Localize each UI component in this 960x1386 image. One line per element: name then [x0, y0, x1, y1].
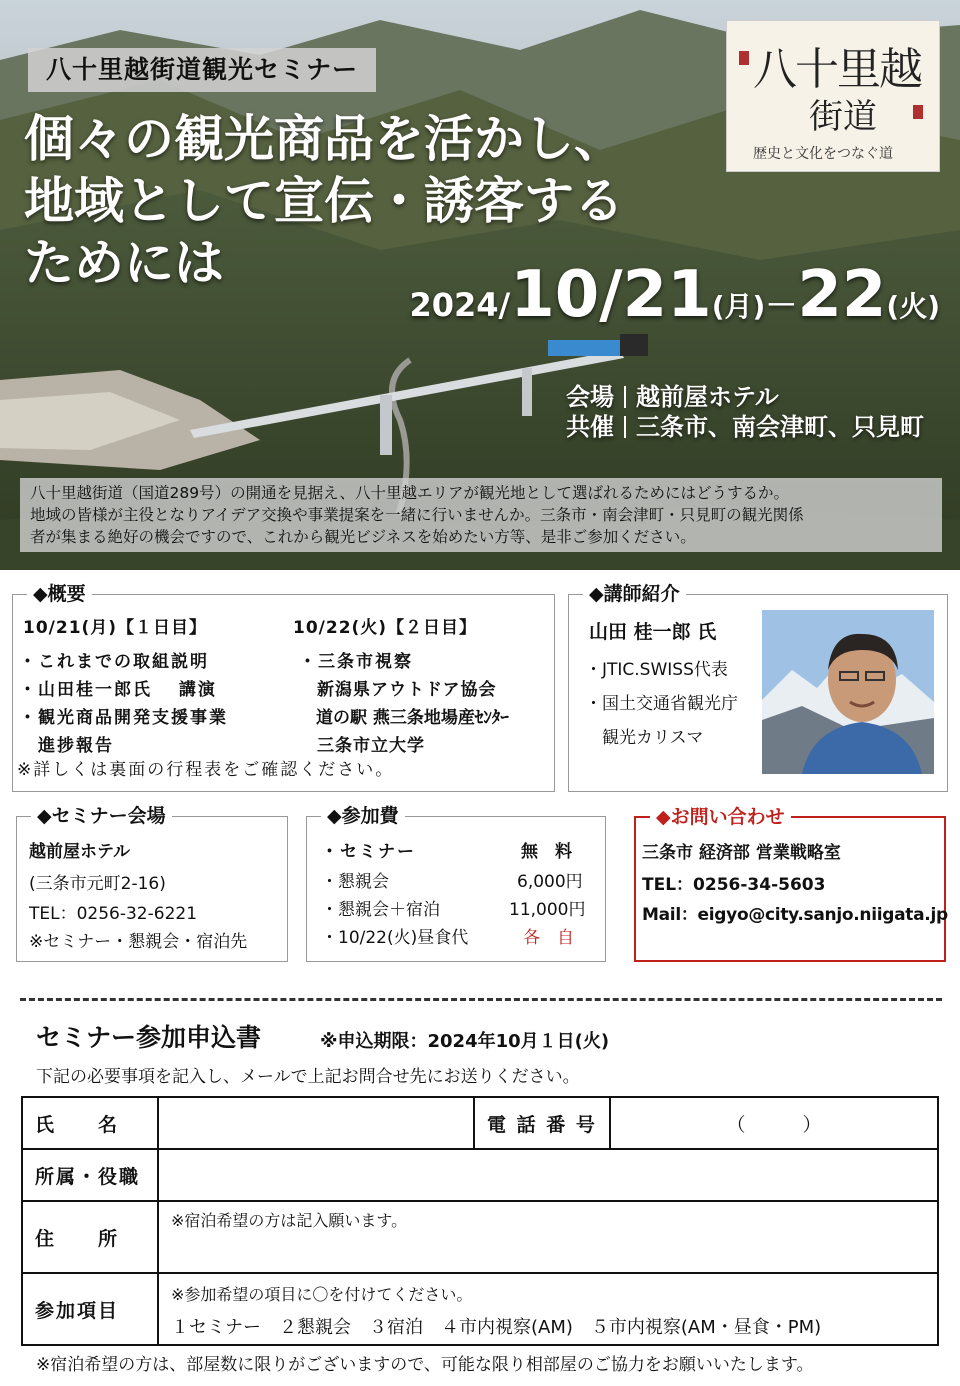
items-note: ※参加希望の項目に〇を付けてください。 [171, 1284, 473, 1304]
headline-line: ためには [24, 234, 224, 292]
form-footnote: ※宿泊希望の方は、部屋数に限りがございますので、可能な限り相部屋のご協力をお願いいたします。 [36, 1355, 814, 1375]
application-form-table [21, 1096, 939, 1346]
venue-and-hosts: 会場 越前屋ホテル 共催 三条市、南会津町、只見町 [566, 383, 924, 441]
contact-department: 三条市 経済部 営業戦略室 [642, 843, 841, 863]
speaker-name: 山田 桂一郎 氏 [589, 621, 717, 643]
day2-item: 新潟県アウトドア協会 [299, 680, 497, 700]
fee-title: ◆参加費 [321, 803, 405, 829]
headline-line: 個々の観光商品を活かし、 [24, 110, 624, 168]
speaker-profile-line: ・国土交通省観光庁 [585, 694, 738, 714]
day2-item: ・三条市視察 [299, 652, 413, 672]
form-row-address [22, 1201, 938, 1273]
speaker-profile-line: ・JTIC.SWISS代表 [585, 660, 728, 680]
day2-header: 10/22(火)【２日目】 [293, 618, 478, 638]
phone-label: 電 話 番 号 [474, 1097, 610, 1149]
day1-header: 10/21(月)【１日目】 [23, 618, 208, 638]
affiliation-field[interactable] [158, 1149, 938, 1201]
form-row-name [22, 1097, 938, 1149]
address-label: 住 所 [22, 1201, 158, 1273]
overview-note: ※詳しくは裏面の行程表をご確認ください。 [17, 760, 395, 780]
fee-price: 無 料 [521, 842, 572, 862]
form-title: セミナー参加申込書 [36, 1023, 262, 1052]
logo-title-secondary: 街道 [809, 97, 877, 137]
address-field[interactable] [158, 1201, 938, 1273]
day1-item: 進捗報告 [19, 736, 114, 756]
day2-item: 道の駅 燕三条地場産ｾﾝﾀｰ [299, 708, 509, 728]
fee-item: ・懇親会 [321, 872, 389, 892]
intro-text: 八十里越街道（国道289号）の開通を見据え、八十里越エリアが観光地として選ばれるためにはどうするか。 地域の皆様が主役となりアイデア交換や事業提案を一緒に行いませんか。三条市・南会津町・只見町の観光関係 者が集まる絶好の機会ですので、これから観光ビジネスを始めたい方等、是非ご参加ください。 [20, 478, 942, 552]
headline-line: 地域として宣伝・誘客する [24, 172, 624, 230]
fee-item: ・懇親会＋宿泊 [321, 900, 440, 920]
contact-title: ◆お問い合わせ [650, 804, 791, 830]
venue-name: 越前屋ホテル [29, 842, 131, 862]
form-row-items [22, 1273, 938, 1345]
venue-phone: TEL：0256-32-6221 [29, 904, 198, 924]
form-deadline: ※申込期限：2024年10月１日(火) [320, 1031, 610, 1052]
cut-line-divider [20, 998, 942, 1001]
items-field[interactable] [158, 1273, 938, 1345]
phone-field[interactable]: （ ） [610, 1097, 938, 1149]
fee-price: 各 自 [523, 928, 574, 948]
fee-item: ・10/22(火)昼食代 [321, 928, 469, 948]
fee-price: 6,000円 [517, 872, 583, 892]
event-date: 2024/10/21(月)－22(火) [409, 258, 940, 332]
fee-box [306, 805, 606, 962]
name-field[interactable] [158, 1097, 474, 1149]
speaker-photo [762, 610, 934, 774]
logo-title: 八十里越 [753, 44, 921, 95]
seminar-venue-box [16, 805, 288, 962]
contact-box [634, 806, 948, 962]
venue-name: 越前屋ホテル [636, 383, 779, 411]
fee-item: ・セミナー [321, 842, 416, 862]
form-row-affiliation [22, 1149, 938, 1201]
seal-icon [739, 51, 749, 65]
day1-item: ・山田桂一郎氏 講演 [19, 680, 217, 700]
participation-options: １セミナー ２懇親会 ３宿泊 ４市内視察(AM) ５市内視察(AM・昼食・PM) [171, 1316, 822, 1338]
name-label: 氏 名 [22, 1097, 158, 1149]
overview-box [12, 583, 555, 792]
address-note: ※宿泊希望の方は記入願います。 [171, 1211, 408, 1230]
hero-banner [0, 0, 960, 570]
overview-title: ◆概要 [27, 581, 92, 607]
contact-email[interactable]: Mail：eigyo@city.sanjo.niigata.jp [642, 905, 948, 925]
fee-price: 11,000円 [509, 900, 586, 920]
venue-address: (三条市元町2-16) [29, 874, 166, 894]
logo-subtitle: 歴史と文化をつなぐ道 [753, 146, 893, 162]
speaker-profile-line: 観光カリスマ [585, 728, 704, 748]
day2-item: 三条市立大学 [299, 736, 425, 756]
co-hosts: 三条市、南会津町、只見町 [636, 413, 924, 441]
seminar-venue-title: ◆セミナー会場 [31, 803, 172, 829]
form-instruction: 下記の必要事項を記入し、メールで上記お問合せ先にお送りください。 [36, 1067, 580, 1087]
seal-icon [913, 105, 923, 119]
items-label: 参加項目 [22, 1273, 158, 1345]
seminar-series-label: 八十里越街道観光セミナー [28, 48, 376, 92]
day1-item: ・これまでの取組説明 [19, 652, 209, 672]
hachijuri-goe-logo [726, 20, 940, 172]
venue-note: ※セミナー・懇親会・宿泊先 [29, 932, 248, 952]
affiliation-label: 所属・役職 [22, 1149, 158, 1201]
contact-phone: TEL：0256-34-5603 [642, 875, 826, 895]
day1-item: ・観光商品開発支援事業 [19, 708, 228, 728]
speaker-title: ◆講師紹介 [583, 581, 686, 607]
